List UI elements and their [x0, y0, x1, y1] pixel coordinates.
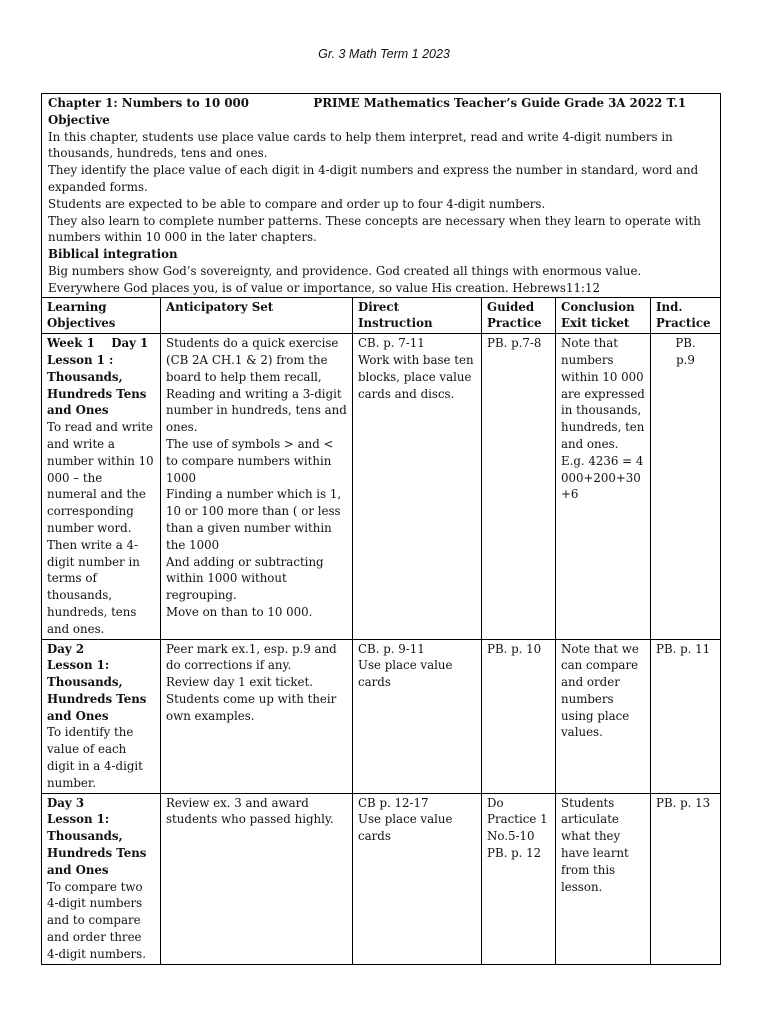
biblical-text: Big numbers show God’s sovereignty, and providence. God created all things with enormous value. Everywhere God places you, is of value or importance, so value His creation. Hebrews11:12 — [48, 263, 642, 295]
objective-cell — [42, 639, 161, 793]
lesson-title: Lesson 1: Thousands, Hundreds Tens and Ones — [47, 658, 147, 723]
direct-line: CB. p. 9-11 — [358, 641, 425, 656]
direct-instruction-cell — [353, 793, 482, 964]
independent-line: PB. p. 13 — [656, 795, 711, 810]
column-header: Direct Instruction — [353, 297, 482, 334]
direct-instruction-cell — [353, 639, 482, 793]
guide-title: PRIME Mathematics Teacher’s Guide Grade 3A 2022 T.1 — [313, 96, 687, 110]
column-header: Learning Objectives — [42, 297, 161, 334]
anticipatory-cell — [161, 334, 353, 639]
column-header: Ind. Practice — [651, 297, 721, 334]
chapter-title: Chapter 1: Numbers to 10 000 — [48, 96, 249, 110]
objective-line: Students are expected to be able to compare and order up to four 4-digit numbers. — [48, 196, 546, 211]
independent-line: PB. p. 11 — [656, 641, 711, 656]
day-label: Week 1 Day 1 — [47, 336, 149, 351]
anticipatory-line: Review ex. 3 and award students who passed highly. — [166, 795, 334, 827]
anticipatory-line: And adding or subtracting within 1000 without regrouping. — [166, 554, 324, 603]
guided-line: PB. p. 10 — [487, 641, 542, 656]
lesson-objective: To identify the value of each digit in a 4-digit number. — [47, 725, 143, 790]
objective-line: In this chapter, students use place value cards to help them interpret, read and write 4-digit numbers in thousands, hundreds, tens and ones. — [48, 129, 673, 161]
independent-practice-cell — [651, 793, 721, 964]
objective-line: They also learn to complete number patterns. These concepts are necessary when they learn to operate with numbers within 10 000 in the later chapters. — [48, 213, 701, 245]
guided-practice-cell — [482, 639, 556, 793]
direct-line: Use place value cards — [358, 658, 453, 690]
column-header: Conclusion Exit ticket — [556, 297, 651, 334]
anticipatory-line: Students come up with their own examples. — [166, 691, 337, 723]
conclusion-cell — [556, 793, 651, 964]
guided-line: Do Practice 1 No.5-10 — [487, 795, 548, 844]
independent-practice-cell — [651, 334, 721, 639]
conclusion-line: E.g. 4236 = 4000+200+30+6 — [561, 453, 644, 502]
independent-practice-cell — [651, 639, 721, 793]
direct-line: CB p. 12-17 — [358, 795, 429, 810]
column-header: Anticipatory Set — [161, 297, 353, 334]
independent-line: PB. p.9 — [675, 336, 696, 367]
intro-row — [42, 94, 721, 298]
anticipatory-line: Peer mark ex.1, esp. p.9 and do corrections if any. — [166, 641, 337, 673]
guided-line: PB. p.7-8 — [487, 336, 542, 351]
direct-instruction-cell — [353, 334, 482, 639]
anticipatory-line: Finding a number which is 1, 10 or 100 more than ( or less than a given number within the 1000 — [166, 487, 342, 552]
intro-cell — [42, 94, 721, 298]
lesson-objective: To compare two 4-digit numbers and to compare and order three 4-digit numbers. — [47, 879, 146, 961]
table-row — [42, 639, 721, 793]
objective-heading: Objective — [48, 112, 110, 127]
objective-cell — [42, 793, 161, 964]
guided-line: PB. p. 12 — [487, 846, 542, 861]
conclusion-cell — [556, 639, 651, 793]
chapter-line — [48, 95, 714, 112]
direct-line: CB. p. 7-11 — [358, 336, 425, 351]
anticipatory-line: Students do a quick exercise (CB 2A CH.1 & 2) from the board to help them recall, — [166, 336, 339, 384]
guided-practice-cell — [482, 793, 556, 964]
lesson-plan-table — [41, 93, 721, 965]
biblical-heading: Biblical integration — [48, 247, 178, 262]
anticipatory-cell — [161, 639, 353, 793]
objective-cell — [42, 334, 161, 639]
direct-line: Use place value cards — [358, 812, 453, 844]
direct-line: Work with base ten blocks, place value cards and discs. — [358, 352, 474, 401]
anticipatory-line: The use of symbols > and < to compare numbers within 1000 — [166, 436, 334, 485]
table-row — [42, 793, 721, 964]
anticipatory-line: Move on than to 10 000. — [166, 604, 313, 619]
guided-practice-cell — [482, 334, 556, 639]
column-header-row — [42, 297, 721, 334]
day-label: Day 3 — [47, 795, 85, 810]
day-label: Day 2 — [47, 641, 85, 656]
table-row — [42, 334, 721, 639]
lesson-title: Lesson 1: Thousands, Hundreds Tens and Ones — [47, 812, 147, 877]
lesson-objective: To read and write and write a number within 10 000 – the numeral and the corresponding number word. Then write a 4-digit number in terms of thousands, hundreds, tens and ones. — [47, 420, 154, 636]
conclusion-line: Students articulate what they have learnt from this lesson. — [561, 795, 629, 894]
anticipatory-line: Reading and writing a 3-digit number in hundreds, tens and ones. — [166, 386, 347, 435]
conclusion-line: Note that we can compare and order numbers using place values. — [561, 641, 639, 740]
column-header: Guided Practice — [482, 297, 556, 334]
anticipatory-line: Review day 1 exit ticket. — [166, 675, 314, 690]
conclusion-cell — [556, 334, 651, 639]
anticipatory-cell — [161, 793, 353, 964]
lesson-title: Lesson 1 : Thousands, Hundreds Tens and Ones — [47, 352, 147, 418]
page-header: Gr. 3 Math Term 1 2023 — [318, 47, 450, 61]
objective-line: They identify the place value of each digit in 4-digit numbers and express the number in standard, word and expanded forms. — [48, 163, 699, 194]
conclusion-line: Note that numbers within 10 000 are expressed in thousands, hundreds, ten and ones. — [561, 336, 645, 451]
